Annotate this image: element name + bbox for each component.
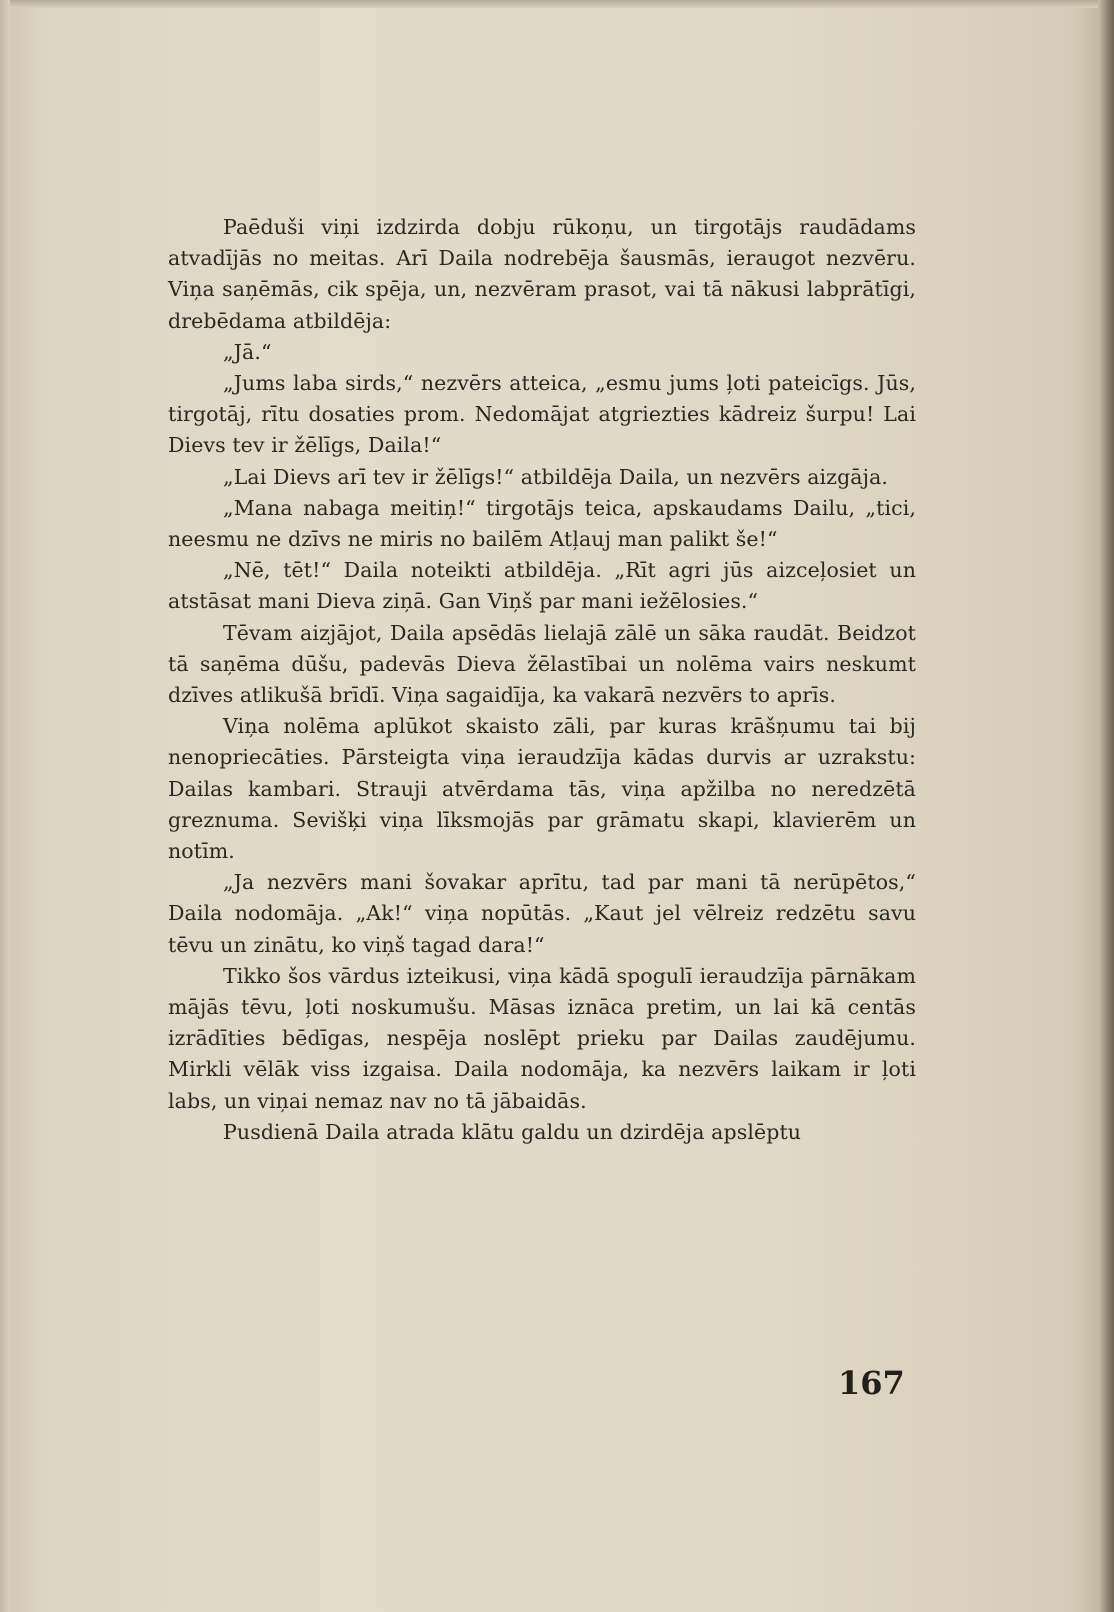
paragraph: Viņa nolēma aplūkot skaisto zāli, par kuras krāšņumu tai bij nenopriecāties. Pārsteigta viņa ieraudzīja kādas durvis ar uzrakstu: Dailas kambari. Strauji atvērdama tās, viņa apžilba no neredzētā greznuma. Sevišķi viņa līksmojās par grāmatu skapi, klavierēm un notīm.: [168, 714, 916, 864]
paragraph: Pusdienā Daila atrada klātu galdu un dzirdēja apslēptu: [223, 1119, 802, 1144]
body-text: [168, 212, 916, 1148]
paragraph: „Ja nezvērs mani šovakar aprītu, tad par mani tā nerūpētos,“ Daila nodomāja. „Ak!“ viņa nopūtās. „Kaut jel vēlreiz redzētu savu tēvu un zinātu, ko viņš tagad dara!“: [168, 870, 916, 957]
paragraph: „Jums laba sirds,“ nezvērs atteica, „esmu jums ļoti pateicīgs. Jūs, tirgotāj, rītu dosaties prom. Nedomājat atgriezties kādreiz šurpu! Lai Dievs tev ir žēlīgs, Daila!“: [168, 371, 916, 458]
paragraph: „Nē, tēt!“ Daila noteikti atbildēja. „Rīt agri jūs aizceļosiet un atstāsat mani Dieva ziņā. Gan Viņš par mani iežēlosies.“: [168, 558, 916, 614]
paragraph: Tikko šos vārdus izteikusi, viņa kādā spogulī ieraudzīja pārnākam mājās tēvu, ļoti noskumušu. Māsas iznāca pretim, un lai kā centās izrādīties bēdīgas, nespēja noslēpt prieku par Dailas zaudējumu. Mirkli vēlāk viss izgaisa. Daila nodomāja, ka nezvērs laikam ir ļoti labs, un viņai nemaz nav no tā jābaidās.: [168, 963, 916, 1113]
page-number: 167: [838, 1364, 905, 1402]
paragraph: Paēduši viņi izdzirda dobju rūkoņu, un tirgotājs raudādams atvadījās no meitas. Arī Daila nodrebēja šausmās, ieraugot nezvēru. Viņa saņēmās, cik spēja, un, nezvēram prasot, vai tā nākusi labprātīgi, drebēdama atbildēja:: [168, 215, 916, 333]
page-left-edge: [0, 0, 10, 1612]
paragraph: Tēvam aizjājot, Daila apsēdās lielajā zālē un sāka raudāt. Beidzot tā saņēma dūšu, padevās Dieva žēlastībai un nolēma vairs neskumt dzīves atlikušā brīdī. Viņa sagaidīja, ka vakarā nezvērs to aprīs.: [168, 620, 916, 708]
paragraph: „Lai Dievs arī tev ir žēlīgs!“ atbildēja Daila, un nezvērs aizgāja.: [223, 464, 889, 489]
page-top-edge: [0, 0, 1114, 8]
paragraph: „Mana nabaga meitiņ!“ tirgotājs teica, apskaudams Dailu, „tici, neesmu ne dzīvs ne miris no bailēm Atļauj man palikt še!“: [168, 495, 916, 552]
paragraph: „Jā.“: [223, 339, 272, 364]
page-binding-edge: [1098, 0, 1114, 1612]
